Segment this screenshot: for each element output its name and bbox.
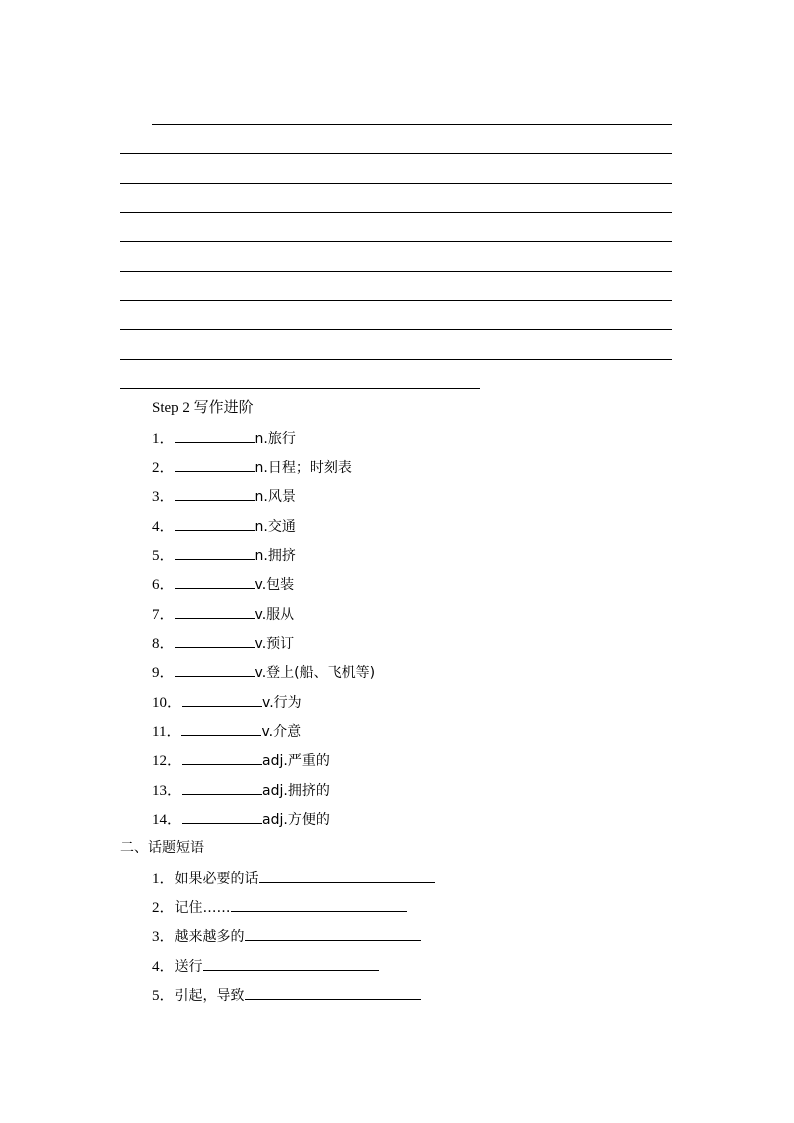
item-number: 7． bbox=[152, 607, 175, 623]
item-number: 4． bbox=[152, 959, 175, 975]
item-gloss: v.介意 bbox=[261, 724, 302, 740]
answer-blank[interactable] bbox=[175, 604, 255, 619]
phrase-item bbox=[152, 868, 435, 888]
writing-line bbox=[120, 388, 480, 389]
answer-blank[interactable] bbox=[182, 750, 262, 765]
phrase-item bbox=[152, 897, 407, 917]
vocab-item bbox=[152, 721, 301, 741]
item-number: 11． bbox=[152, 724, 182, 740]
writing-line bbox=[120, 329, 672, 330]
item-number: 4． bbox=[152, 519, 175, 535]
vocab-item bbox=[152, 516, 296, 536]
answer-blank[interactable] bbox=[175, 574, 255, 589]
writing-line bbox=[120, 359, 672, 360]
answer-blank[interactable] bbox=[175, 428, 255, 443]
item-number: 14． bbox=[152, 812, 183, 828]
writing-line bbox=[120, 271, 672, 272]
item-gloss: n.风景 bbox=[254, 489, 296, 505]
item-number: 13． bbox=[152, 783, 183, 799]
item-number: 12． bbox=[152, 753, 183, 769]
vocab-item bbox=[152, 809, 330, 829]
writing-line bbox=[120, 241, 672, 242]
answer-blank[interactable] bbox=[182, 780, 262, 795]
phrase-text: 送行 bbox=[174, 959, 203, 975]
phrase-text: 记住…… bbox=[174, 900, 231, 916]
step-heading bbox=[152, 398, 254, 418]
phrase-text: 引起，导致 bbox=[174, 988, 245, 1004]
item-number: 2． bbox=[152, 460, 175, 476]
answer-blank[interactable] bbox=[182, 692, 262, 707]
vocab-item bbox=[152, 457, 352, 477]
item-number: 1． bbox=[152, 431, 175, 447]
answer-blank[interactable] bbox=[175, 662, 255, 677]
phrase-text: 越来越多的 bbox=[174, 929, 245, 945]
phrase-item bbox=[152, 956, 379, 976]
step-heading-text: Step 2 写作进阶 bbox=[152, 400, 254, 416]
item-number: 8． bbox=[152, 636, 175, 652]
writing-line bbox=[120, 212, 672, 213]
vocab-item bbox=[152, 545, 296, 565]
answer-blank[interactable] bbox=[181, 721, 261, 736]
vocab-item bbox=[152, 486, 296, 506]
item-gloss: adj.严重的 bbox=[262, 753, 330, 769]
answer-blank[interactable] bbox=[175, 457, 255, 472]
answer-blank[interactable] bbox=[245, 926, 421, 941]
phrase-text: 如果必要的话 bbox=[174, 871, 259, 887]
section-heading bbox=[120, 838, 204, 858]
answer-blank[interactable] bbox=[182, 809, 262, 824]
item-number: 3． bbox=[152, 929, 175, 945]
answer-blank[interactable] bbox=[175, 486, 255, 501]
item-gloss: v.服从 bbox=[254, 607, 295, 623]
answer-blank[interactable] bbox=[259, 868, 435, 883]
item-gloss: n.交通 bbox=[254, 519, 296, 535]
answer-blank[interactable] bbox=[231, 897, 407, 912]
vocab-item bbox=[152, 662, 375, 682]
section-heading-text: 二、话题短语 bbox=[120, 840, 204, 856]
item-number: 1． bbox=[152, 871, 175, 887]
vocab-item bbox=[152, 604, 294, 624]
answer-blank[interactable] bbox=[203, 956, 379, 971]
item-number: 5． bbox=[152, 988, 175, 1004]
item-number: 9． bbox=[152, 665, 175, 681]
vocab-item bbox=[152, 780, 330, 800]
answer-blank[interactable] bbox=[245, 985, 421, 1000]
item-gloss: n.拥挤 bbox=[254, 548, 296, 564]
vocab-item bbox=[152, 750, 330, 770]
item-gloss: n.日程；时刻表 bbox=[254, 460, 352, 476]
item-gloss: v.登上(船、飞机等) bbox=[254, 665, 376, 681]
vocab-item bbox=[152, 633, 294, 653]
item-number: 6． bbox=[152, 577, 175, 593]
vocab-item bbox=[152, 574, 294, 594]
writing-line bbox=[120, 153, 672, 154]
item-gloss: adj.方便的 bbox=[262, 812, 330, 828]
item-gloss: adj.拥挤的 bbox=[262, 783, 330, 799]
item-gloss: n.旅行 bbox=[254, 431, 296, 447]
item-gloss: v.行为 bbox=[262, 695, 302, 711]
phrase-item bbox=[152, 926, 421, 946]
item-number: 5． bbox=[152, 548, 175, 564]
item-gloss: v.包装 bbox=[254, 577, 295, 593]
vocab-item bbox=[152, 428, 296, 448]
phrase-item bbox=[152, 985, 421, 1005]
answer-blank[interactable] bbox=[175, 516, 255, 531]
item-number: 10． bbox=[152, 695, 183, 711]
item-number: 2． bbox=[152, 900, 175, 916]
writing-line bbox=[120, 300, 672, 301]
answer-blank[interactable] bbox=[175, 545, 255, 560]
item-number: 3． bbox=[152, 489, 175, 505]
answer-blank[interactable] bbox=[175, 633, 255, 648]
item-gloss: v.预订 bbox=[254, 636, 295, 652]
writing-line bbox=[120, 183, 672, 184]
writing-line bbox=[152, 124, 672, 125]
vocab-item bbox=[152, 692, 302, 712]
